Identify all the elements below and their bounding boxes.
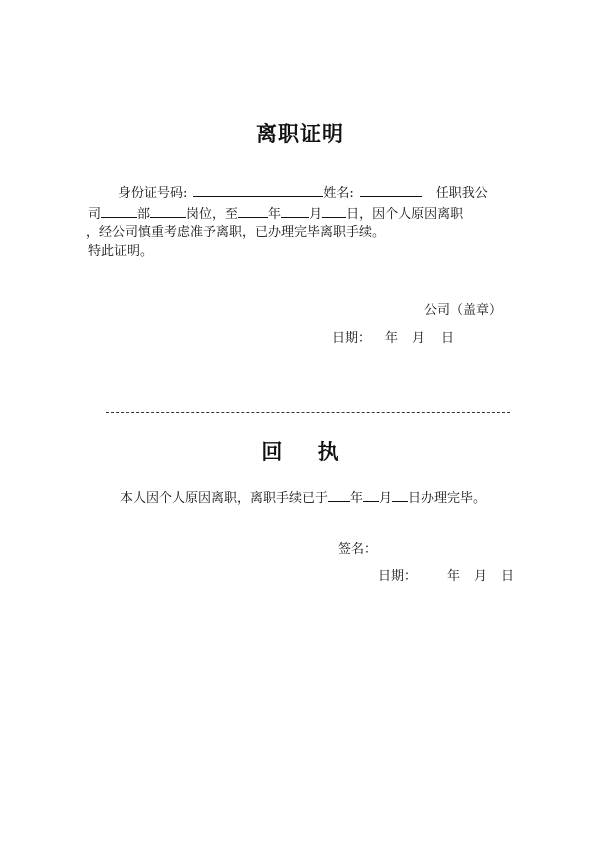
certificate-date-line — [332, 330, 454, 348]
certificate-title: 离职证明 — [256, 122, 344, 146]
receipt-line — [120, 488, 486, 508]
month-field[interactable] — [281, 204, 309, 218]
certificate-line-2 — [88, 204, 463, 224]
month-label: 月 — [309, 207, 323, 222]
receipt-month-label: 月 — [379, 491, 393, 506]
date-month: 月 — [412, 331, 426, 346]
receipt-sign-label: 签名： — [338, 542, 378, 557]
year-label: 年 — [268, 207, 282, 222]
employed-label: 任职我公 — [435, 186, 488, 201]
receipt-year-label: 年 — [350, 491, 364, 506]
department-field[interactable] — [150, 204, 186, 218]
certificate-line-1 — [118, 183, 488, 203]
receipt-date-label: 日期： — [378, 569, 418, 584]
company-char: 司 — [88, 207, 102, 222]
date-year: 年 — [385, 331, 399, 346]
position-label: 岗位，至 — [186, 207, 239, 222]
company-field[interactable] — [101, 204, 137, 218]
certificate-line-3: ，经公司慎重考虑准予离职，已办理完毕离职手续。 — [86, 225, 386, 240]
receipt-date-day: 日 — [501, 569, 515, 584]
day-field[interactable] — [322, 204, 346, 218]
receipt-text-a: 本人因个人原因离职，离职手续已于 — [120, 491, 329, 506]
hereby-text: 特此证明。 — [88, 244, 154, 259]
id-number-field[interactable] — [193, 183, 323, 197]
receipt-date-year: 年 — [447, 569, 461, 584]
cut-line-divider — [106, 412, 510, 413]
date-label: 日期： — [332, 331, 372, 346]
receipt-date-month: 月 — [474, 569, 488, 584]
receipt-year-field[interactable] — [328, 488, 350, 502]
company-seal-label: 公司（盖章） — [424, 303, 503, 318]
id-number-label: 身份证号码: — [118, 186, 188, 201]
name-field[interactable] — [360, 183, 422, 197]
receipt-title: 回 执 — [261, 440, 353, 464]
year-field[interactable] — [238, 204, 268, 218]
receipt-date-line — [378, 568, 514, 586]
receipt-day-field[interactable] — [392, 488, 408, 502]
date-day: 日 — [441, 331, 455, 346]
receipt-month-field[interactable] — [363, 488, 379, 502]
name-label: 姓名: — [323, 186, 354, 201]
department-label: 部 — [137, 207, 151, 222]
receipt-text-b: 日办理完毕。 — [408, 491, 487, 506]
day-reason-text: 日，因个人原因离职 — [346, 207, 464, 222]
